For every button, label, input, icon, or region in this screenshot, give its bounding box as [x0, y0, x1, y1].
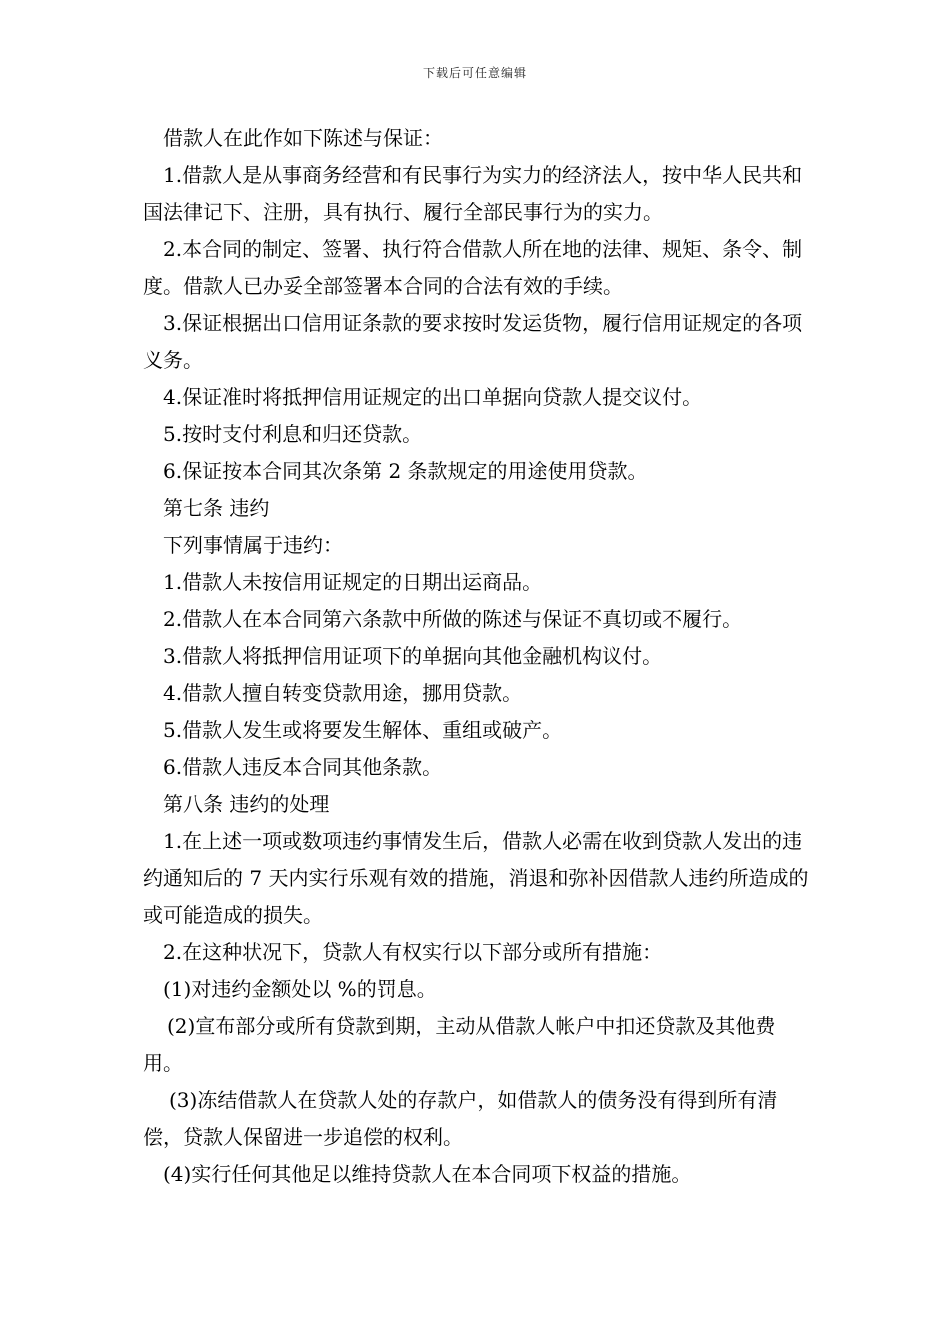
- paragraph-intro: 借款人在此作如下陈述与保证：: [163, 126, 443, 150]
- paragraph-remedy-1: 1.在上述一项或数项违约事情发生后，借款人必需在收到贷款人发出的违约通知后的 7 天内实行乐观有效的措施，消退和弥补因借款人违约所造成的或可能造成的损失。: [143, 829, 809, 927]
- paragraph-rep-2: 2.本合同的制定、签署、执行符合借款人所在地的法律、规矩、条令、制度。借款人已办妥全部签署本合同的合法有效的手续。: [143, 237, 803, 298]
- paragraph-rep-6: 6.保证按本合同其次条第 2 条款规定的用途使用贷款。: [163, 459, 648, 483]
- paragraph-remedy-2: 2.在这种状况下，贷款人有权实行以下部分或所有措施：: [163, 940, 663, 964]
- paragraph-default-5: 5.借款人发生或将要发生解体、重组或破产。: [163, 718, 563, 742]
- paragraph-default-3: 3.借款人将抵押信用证项下的单据向其他金融机构议付。: [163, 644, 663, 668]
- paragraph-measure-4: (4)实行任何其他足以维持贷款人在本合同项下权益的措施。: [163, 1162, 692, 1186]
- paragraph-rep-5: 5.按时支付利息和归还贷款。: [163, 422, 423, 446]
- paragraph-measure-1: (1)对违约金额处以 %的罚息。: [163, 977, 437, 1001]
- paragraph-default-6: 6.借款人违反本合同其他条款。: [163, 755, 443, 779]
- paragraph-measure-3: (3)冻结借款人在贷款人处的存款户，如借款人的债务没有得到所有清偿，贷款人保留进一步追偿的权利。: [143, 1088, 778, 1149]
- paragraph-rep-3: 3.保证根据出口信用证条款的要求按时发运货物，履行信用证规定的各项义务。: [143, 311, 803, 372]
- paragraph-default-2: 2.借款人在本合同第六条款中所做的陈述与保证不真切或不履行。: [163, 607, 743, 631]
- paragraph-default-4: 4.借款人擅自转变贷款用途，挪用贷款。: [163, 681, 523, 705]
- section-heading-article-8: 第八条 违约的处理: [163, 792, 330, 816]
- document-body: [143, 120, 815, 1193]
- paragraph-measure-2: (2)宣布部分或所有贷款到期，主动从借款人帐户中扣还贷款及其他费用。: [143, 1014, 776, 1075]
- page-header-note: 下载后可任意编辑: [422, 66, 527, 80]
- paragraph-default-intro: 下列事情属于违约：: [163, 533, 343, 557]
- paragraph-rep-4: 4.保证准时将抵押信用证规定的出口单据向贷款人提交议付。: [163, 385, 703, 409]
- paragraph-rep-1: 1.借款人是从事商务经营和有民事行为实力的经济法人，按中华人民共和国法律记下、注册，具有执行、履行全部民事行为的实力。: [143, 163, 803, 224]
- section-heading-article-7: 第七条 违约: [163, 496, 270, 520]
- paragraph-default-1: 1.借款人未按信用证规定的日期出运商品。: [163, 570, 543, 594]
